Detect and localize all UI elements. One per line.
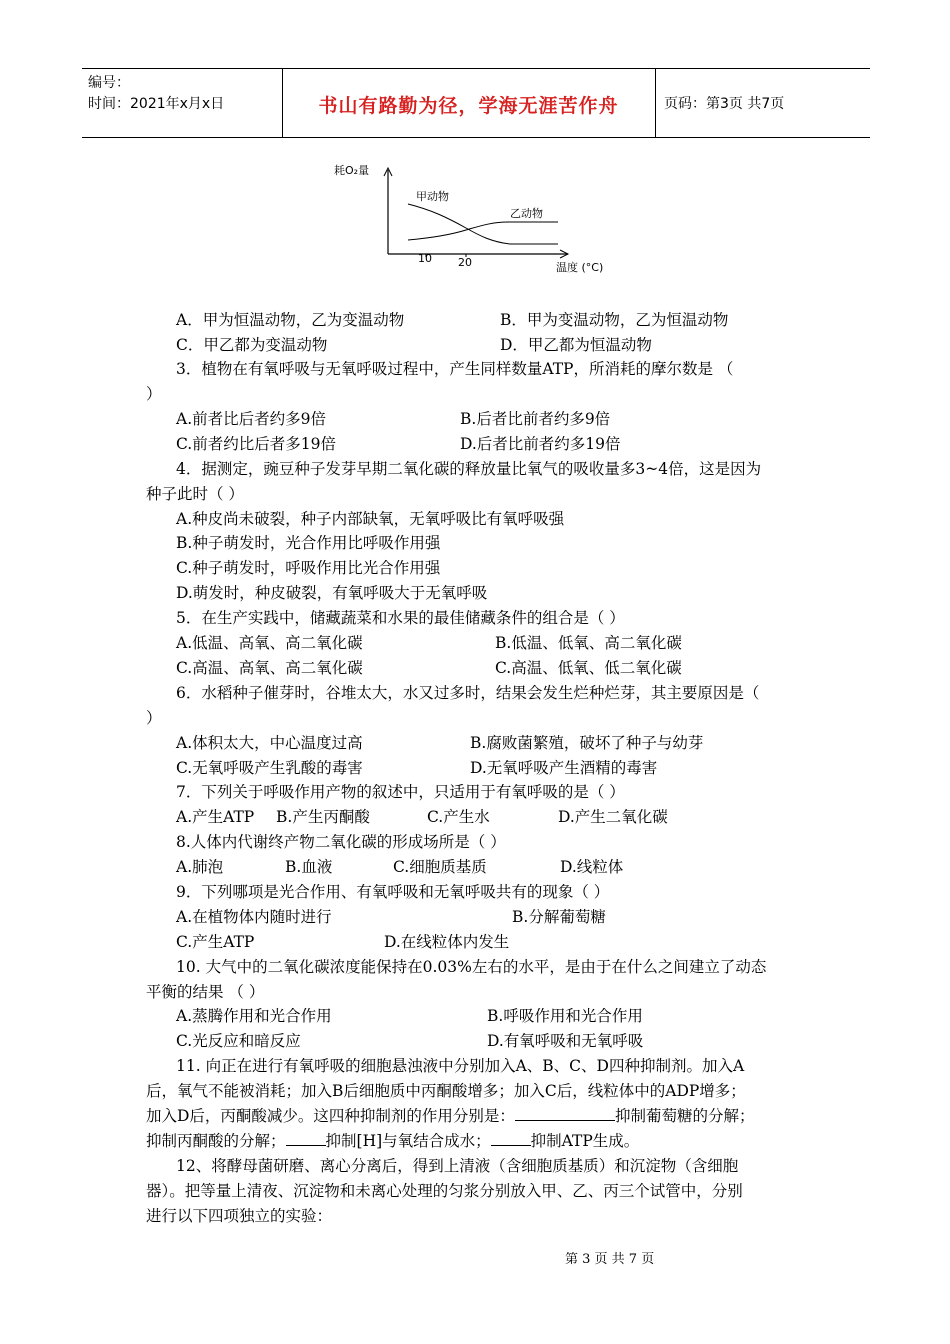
question-text: 抑制ATP生成。 <box>530 1132 640 1150</box>
question-line: 种子此时（ ） <box>146 485 244 503</box>
option-line: B.腐败菌繁殖，破坏了种子与幼芽 <box>470 734 704 752</box>
option-line: B.低温、低氧、高二氧化碳 <box>495 634 682 652</box>
page-header <box>82 68 870 138</box>
question-text: 抑制葡萄糖的分解； <box>614 1107 755 1125</box>
series-b-label: 乙动物 <box>510 207 543 220</box>
question-4: 4．据测定，豌豆种子发芽早期二氧化碳的释放量比氧气的吸收量多3~4倍，这是因为 <box>176 460 762 478</box>
option-line: D.有氧呼吸和无氧呼吸 <box>487 1032 644 1050</box>
question-text: 抑制[H]与氧结合成水； <box>325 1132 491 1150</box>
option-line: D.萌发时，种皮破裂，有氧呼吸大于无氧呼吸 <box>176 584 488 602</box>
option-line: D.后者比前者约多19倍 <box>460 435 621 453</box>
option-line: A.低温、高氧、高二氧化碳 <box>176 634 363 652</box>
question-9: 9．下列哪项是光合作用、有氧呼吸和无氧呼吸共有的现象（ ） <box>176 883 610 901</box>
option-line: A.在植物体内随时进行 <box>176 908 332 926</box>
page-number-label: 页码：第3页 共7页 <box>664 96 785 112</box>
question-3: 3．植物在有氧呼吸与无氧呼吸过程中，产生同样数量ATP，所消耗的摩尔数是 （ <box>176 360 734 378</box>
option-line: A.产生ATP <box>176 808 255 826</box>
question-12: 12、将酵母菌研磨、离心分离后，得到上清液（含细胞质基质）和沉淀物（含细胞 <box>176 1157 739 1175</box>
oxygen-temperature-figure <box>330 160 630 278</box>
date-label: 时间：2021年x月x日 <box>88 96 225 112</box>
question-7: 7．下列关于呼吸作用产物的叙述中，只适用于有氧呼吸的是（ ） <box>176 783 625 801</box>
option-line: B.种子萌发时，光合作用比呼吸作用强 <box>176 534 441 552</box>
option-line: C.产生水 <box>427 808 490 826</box>
option-line: C.前者约比后者多19倍 <box>176 435 336 453</box>
series-a-label: 甲动物 <box>416 190 449 203</box>
option-line: B.后者比前者约多9倍 <box>460 410 611 428</box>
x-tick-label: 10 <box>418 252 432 265</box>
question-line: 后，氧气不能被消耗；加入B后细胞质中丙酮酸增多；加入C后，线粒体中的ADP增多； <box>146 1082 746 1100</box>
option-line: A.蒸腾作用和光合作用 <box>176 1007 332 1025</box>
option-line: C.产生ATP <box>176 933 255 951</box>
question-line: ） <box>146 385 162 403</box>
question-5: 5．在生产实践中，储藏蔬菜和水果的最佳储藏条件的组合是（ ） <box>176 609 625 627</box>
option-line: C.无氧呼吸产生乳酸的毒害 <box>176 759 363 777</box>
question-6: 6．水稻种子催芽时，谷堆太大，水又过多时，结果会发生烂种烂芽，其主要原因是（ <box>176 684 760 702</box>
question-11: 11. 向正在进行有氧呼吸的细胞悬浊液中分别加入A、B、C、D四种抑制剂。加入A <box>176 1057 745 1075</box>
answer-blank[interactable] <box>286 1130 326 1146</box>
option-line: B.分解葡萄糖 <box>512 908 606 926</box>
question-10: 10. 大气中的二氧化碳浓度能保持在0.03%左右的水平，是由于在什么之间建立了动态 <box>176 958 767 976</box>
question-line <box>146 1105 754 1127</box>
option-line: A．甲为恒温动物，乙为变温动物 <box>176 311 405 329</box>
option-line: A.种皮尚未破裂，种子内部缺氧，无氧呼吸比有氧呼吸强 <box>176 510 565 528</box>
question-line <box>146 1130 639 1152</box>
option-line: C.细胞质基质 <box>393 858 487 876</box>
option-line: D.产生二氧化碳 <box>558 808 668 826</box>
option-line: A.前者比后者约多9倍 <box>176 410 326 428</box>
question-line: 进行以下四项独立的实验： <box>146 1207 333 1225</box>
option-line: D.线粒体 <box>560 858 624 876</box>
question-line: ） <box>146 709 162 727</box>
option-line: B.产生丙酮酸 <box>276 808 370 826</box>
option-line: C.种子萌发时，呼吸作用比光合作用强 <box>176 559 441 577</box>
header-meta <box>88 73 224 115</box>
question-8: 8.人体内代谢终产物二氧化碳的形成场所是（ ） <box>176 833 506 851</box>
option-line: D.无氧呼吸产生酒精的毒害 <box>470 759 658 777</box>
header-motto: 书山有路勤为径，学海无涯苦作舟 <box>318 95 619 117</box>
answer-blank[interactable] <box>515 1105 615 1121</box>
question-line: 平衡的结果 （ ） <box>146 983 265 1001</box>
x-tick-label: 20 <box>458 256 472 269</box>
option-line: C.高温、高氧、高二氧化碳 <box>176 659 363 677</box>
option-line: B.呼吸作用和光合作用 <box>487 1007 643 1025</box>
option-line: B．甲为变温动物，乙为恒温动物 <box>500 311 729 329</box>
option-line: B.血液 <box>285 858 333 876</box>
option-line: A.肺泡 <box>176 858 224 876</box>
header-divider <box>655 69 656 137</box>
serial-label: 编号： <box>88 75 130 91</box>
question-line: 器）。把等量上清夜、沉淀物和未离心处理的匀浆分别放入甲、乙、丙三个试管中，分别 <box>146 1182 743 1200</box>
x-axis-label: 温度 (°C) <box>556 261 604 274</box>
page-footer: 第 3 页 共 7 页 <box>565 1252 655 1267</box>
y-axis-label: 耗O₂量 <box>334 164 370 177</box>
option-line: D．甲乙都为恒温动物 <box>500 336 652 354</box>
question-text: 加入D后，丙酮酸减少。这四种抑制剂的作用分别是： <box>146 1107 515 1125</box>
option-line: A.体积太大，中心温度过高 <box>176 734 363 752</box>
option-line: C.高温、低氧、低二氧化碳 <box>495 659 682 677</box>
option-line: C．甲乙都为变温动物 <box>176 336 328 354</box>
question-text: 抑制丙酮酸的分解； <box>146 1132 286 1150</box>
option-line: D.在线粒体内发生 <box>384 933 510 951</box>
option-line: C.光反应和暗反应 <box>176 1032 301 1050</box>
answer-blank[interactable] <box>491 1130 531 1146</box>
